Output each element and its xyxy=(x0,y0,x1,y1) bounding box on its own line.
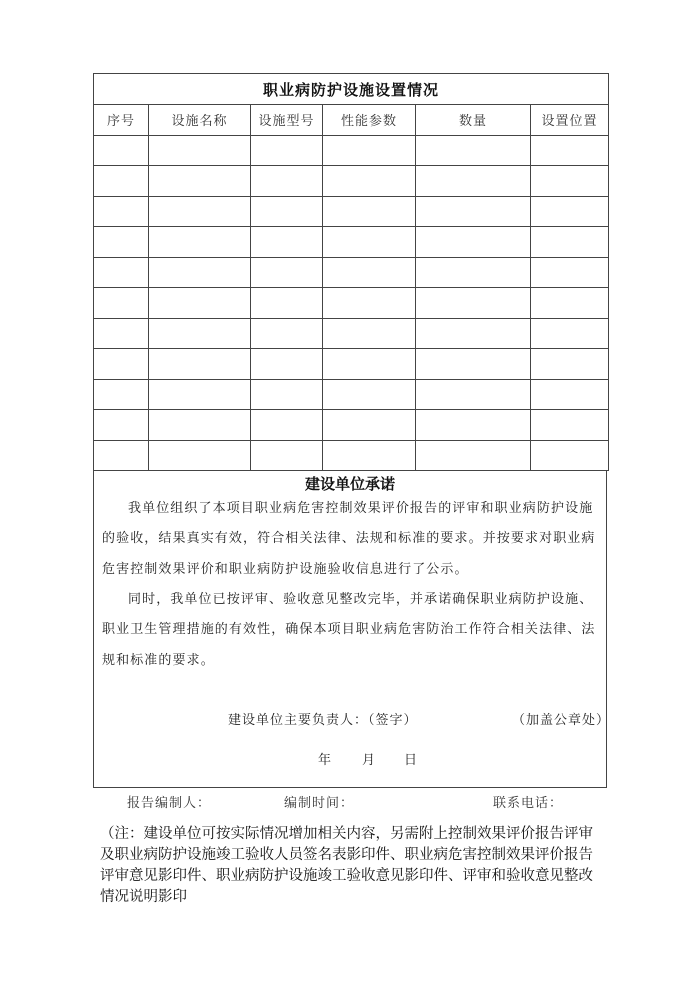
note-text: （注：建设单位可按实际情况增加相关内容，另需附上控制效果评价报告评审及职业病防护设施竣工验收人员签名表影印件、职业病危害控制效果评价报告评审意见影印件、职业病防护设施竣工验收意见影印件、评审和验收意见整改情况说明影印 xyxy=(100,826,593,905)
header-quantity: 数量 xyxy=(416,105,531,136)
table-cell xyxy=(149,166,251,197)
phone-label: 联系电话： xyxy=(493,796,564,811)
header-index: 序号 xyxy=(94,105,149,136)
table-cell xyxy=(149,227,251,258)
table-cell xyxy=(323,379,416,410)
signature-label: 建设单位主要负责人：（签字） xyxy=(228,713,418,728)
table-cell xyxy=(531,410,609,441)
header-row xyxy=(94,105,609,136)
table-cell xyxy=(149,410,251,441)
table-cell xyxy=(94,166,149,197)
commitment-paragraph-2: 同时，我单位已按评审、验收意见整改完毕，并承诺确保职业病防护设施、职业卫生管理措施的有效性，确保本项目职业病危害防治工作符合相关法律、法规和标准的要求。 xyxy=(102,592,596,668)
table-row xyxy=(94,196,609,227)
table-cell xyxy=(531,318,609,349)
table-cell xyxy=(323,288,416,319)
table-cell xyxy=(94,227,149,258)
table-cell xyxy=(416,196,531,227)
table-cell xyxy=(94,379,149,410)
table-cell xyxy=(251,318,323,349)
table-cell xyxy=(531,135,609,166)
header-name: 设施名称 xyxy=(149,105,251,136)
table-cell xyxy=(94,257,149,288)
table-cell xyxy=(251,440,323,471)
table-row xyxy=(94,410,609,441)
table-row xyxy=(94,166,609,197)
table-cell xyxy=(323,318,416,349)
table-cell xyxy=(323,440,416,471)
table-cell xyxy=(94,288,149,319)
facilities-table xyxy=(93,73,609,471)
prepare-time-label: 编制时间： xyxy=(284,796,355,811)
table-cell xyxy=(149,196,251,227)
table-cell xyxy=(416,379,531,410)
table-cell xyxy=(251,288,323,319)
table-cell xyxy=(94,410,149,441)
table-cell xyxy=(149,440,251,471)
year-label: 年 xyxy=(318,753,332,768)
preparer-label: 报告编制人： xyxy=(127,796,212,811)
table-cell xyxy=(251,257,323,288)
table-title: 职业病防护设施设置情况 xyxy=(94,74,609,105)
table-cell xyxy=(251,349,323,380)
table-cell xyxy=(416,288,531,319)
table-row xyxy=(94,318,609,349)
table-row xyxy=(94,227,609,258)
table-cell xyxy=(416,440,531,471)
header-params: 性能参数 xyxy=(323,105,416,136)
header-location: 设置位置 xyxy=(531,105,609,136)
table-cell xyxy=(251,227,323,258)
table-cell xyxy=(531,166,609,197)
table-cell xyxy=(251,410,323,441)
commitment-section xyxy=(93,470,611,788)
table-cell xyxy=(531,440,609,471)
table-row xyxy=(94,379,609,410)
table-cell xyxy=(416,166,531,197)
table-cell xyxy=(323,410,416,441)
table-cell xyxy=(149,288,251,319)
table-row xyxy=(94,349,609,380)
month-label: 月 xyxy=(362,753,376,768)
header-model: 设施型号 xyxy=(251,105,323,136)
table-cell xyxy=(149,379,251,410)
table-cell xyxy=(251,196,323,227)
table-cell xyxy=(94,196,149,227)
commitment-paragraph-1: 我单位组织了本项目职业病危害控制效果评价报告的评审和职业病防护设施的验收，结果真实有效，符合相关法律、法规和标准的要求。并按要求对职业病危害控制效果评价和职业病防护设施验收信息进行了公示。 xyxy=(102,501,596,577)
table-cell xyxy=(323,166,416,197)
table-cell xyxy=(531,227,609,258)
table-cell xyxy=(94,318,149,349)
table-cell xyxy=(531,379,609,410)
table-cell xyxy=(149,349,251,380)
table-cell xyxy=(149,135,251,166)
table-cell xyxy=(416,227,531,258)
table-row xyxy=(94,257,609,288)
table-cell xyxy=(323,257,416,288)
table-cell xyxy=(94,349,149,380)
table-cell xyxy=(323,196,416,227)
table-cell xyxy=(323,349,416,380)
table-cell xyxy=(416,257,531,288)
table-cell xyxy=(531,288,609,319)
table-cell xyxy=(149,318,251,349)
seal-label: （加盖公章处） xyxy=(512,713,611,728)
table-cell xyxy=(416,135,531,166)
table-cell xyxy=(94,440,149,471)
table-cell xyxy=(94,135,149,166)
table-cell xyxy=(323,135,416,166)
table-cell xyxy=(531,196,609,227)
table-row xyxy=(94,288,609,319)
table-cell xyxy=(251,135,323,166)
table-cell xyxy=(531,349,609,380)
table-cell xyxy=(531,257,609,288)
commitment-heading: 建设单位承诺 xyxy=(304,475,395,493)
table-row xyxy=(94,440,609,471)
table-row xyxy=(94,135,609,166)
table-cell xyxy=(416,410,531,441)
day-label: 日 xyxy=(404,753,418,768)
table-cell xyxy=(323,227,416,258)
table-cell xyxy=(149,257,251,288)
table-cell xyxy=(416,318,531,349)
table-cell xyxy=(416,349,531,380)
table-cell xyxy=(251,166,323,197)
table-cell xyxy=(251,379,323,410)
